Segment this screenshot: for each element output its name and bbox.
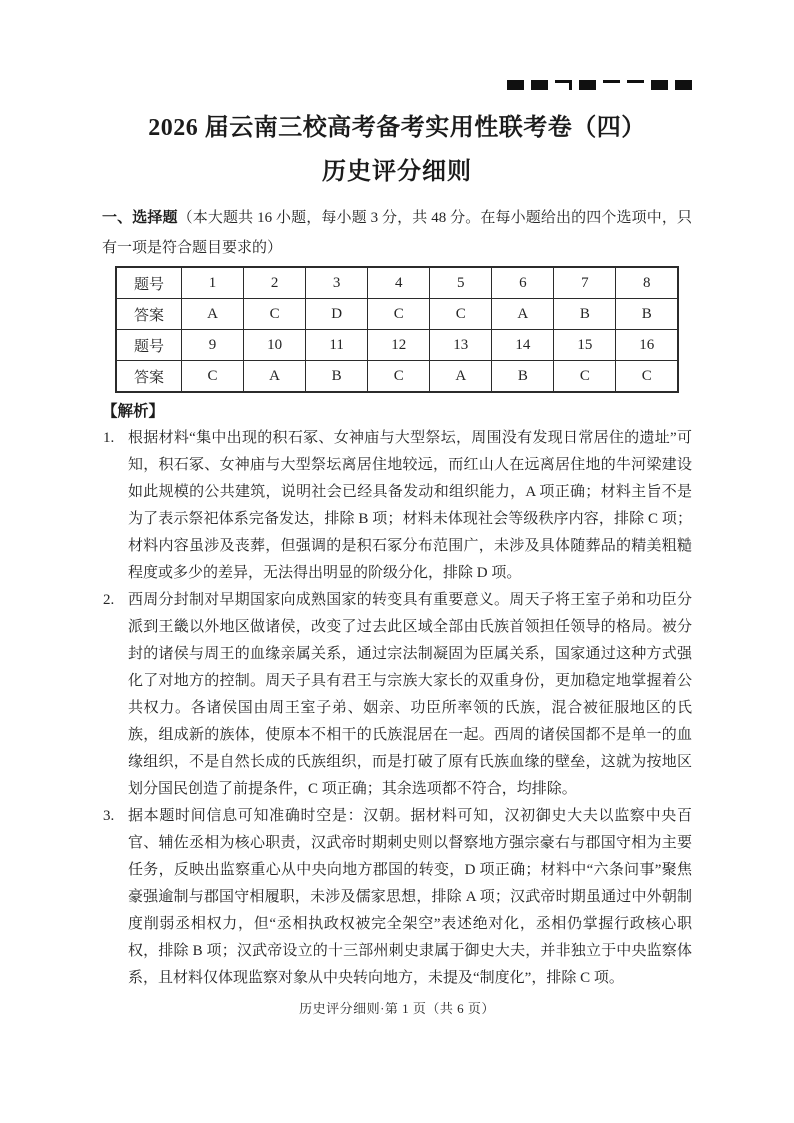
registration-mark-icon: [555, 80, 572, 90]
answer-cell: 15: [554, 330, 616, 361]
analysis-item-2: [102, 587, 692, 803]
answer-cell: 3: [306, 267, 368, 299]
answer-cell: 8: [616, 267, 678, 299]
crop-marks: [507, 80, 692, 90]
answer-cell: C: [182, 361, 244, 393]
answer-cell: A: [430, 361, 492, 393]
page-title: 2026 届云南三校高考备考实用性联考卷（四）: [148, 115, 646, 141]
item-text: 西周分封制对早期国家向成熟国家的转变具有重要意义。周天子将王室子弟和功臣分派到王畿以外地区做诸侯，改变了过去此区域全部由氏族首领担任领导的格局。被分封的诸侯与周王的血缘亲属关系，通过宗法制凝固为臣属关系，国家通过这种方式强化了对地方的控制。周天子具有君王与宗族大家长的双重身份，更加稳定地掌握着公共权力。各诸侯国由周王室子弟、姻亲、功臣所率领的氏族，混合被征服地区的氏族，组成新的族体，使原本不相干的氏族混居在一起。西周的诸侯国都不是单一的血缘组织，不是自然长成的氏族组织，而是打破了原有氏族血缘的壁垒，这就为按地区划分国民创造了前提条件，C 项正确；其余选项都不符合，均排除。: [128, 592, 692, 797]
answer-cell: 12: [368, 330, 430, 361]
item-number: 2.: [103, 592, 115, 608]
answer-cell: C: [244, 299, 306, 330]
item-number: 3.: [103, 808, 115, 824]
row-header-cell: 答案: [116, 299, 182, 330]
registration-mark-icon: [531, 80, 548, 90]
answer-cell: 5: [430, 267, 492, 299]
answer-cell: D: [306, 299, 368, 330]
answer-table: [115, 266, 679, 393]
answer-cell: B: [306, 361, 368, 393]
analysis-item-3: [102, 803, 692, 992]
item-text: 据本题时间信息可知准确时空是：汉朝。据材料可知，汉初御史大夫以监察中央百官、辅佐丞相为核心职责，汉武帝时期刺史则以督察地方强宗豪右与郡国守相为主要任务，反映出监察重心从中央向地方郡国的转变，D 项正确；材料中“六条问事”聚焦豪强逾制与郡国守相履职，未涉及儒家思想，排除 A 项；汉武帝时期虽通过中外朝制度削弱丞相权力，但“丞相执政权被完全架空”表述绝对化，丞相仍掌握行政核心职权，排除 B 项；汉武帝设立的十三部州刺史隶属于御史大夫，并非独立于中央监察体系，且材料仅体现监察对象从中央转向地方，未提及“制度化”，排除 C 项。: [128, 808, 692, 986]
answer-cell: 13: [430, 330, 492, 361]
answer-cell: 11: [306, 330, 368, 361]
page-subtitle: 历史评分细则: [322, 159, 472, 185]
row-header-cell: 题号: [116, 330, 182, 361]
analysis-item-1: [102, 425, 692, 587]
registration-mark-icon: [651, 80, 668, 90]
section-heading-rest: （本大题共 16 小题，每小题 3 分，共 48 分。在每小题给出的四个选项中，只有一项是符合题目要求的）: [102, 210, 692, 256]
answer-cell: 16: [616, 330, 678, 361]
answer-cell: C: [368, 361, 430, 393]
registration-mark-icon: [675, 80, 692, 90]
answer-cell: 14: [492, 330, 554, 361]
registration-mark-icon: [627, 80, 644, 83]
row-header-cell: 答案: [116, 361, 182, 393]
answer-cell: 6: [492, 267, 554, 299]
answer-cell: A: [244, 361, 306, 393]
section-heading: [102, 203, 692, 263]
answer-cell: A: [492, 299, 554, 330]
table-row: [116, 299, 678, 330]
analysis-list: [102, 425, 692, 992]
answer-cell: C: [616, 361, 678, 393]
answer-cell: A: [182, 299, 244, 330]
table-row: [116, 330, 678, 361]
answer-cell: C: [554, 361, 616, 393]
item-text: 根据材料“集中出现的积石冢、女神庙与大型祭坛，周围没有发现日常居住的遗址”可知，积石冢、女神庙与大型祭坛离居住地较远，而红山人在远离居住地的牛河梁建设如此规模的公共建筑，说明社会已经具备发动和组织能力，A 项正确；材料主旨不是为了表示祭祀体系完备发达，排除 B 项；材料未体现社会等级秩序内容，排除 C 项；材料内容虽涉及丧葬，但强调的是积石冢分布范围广，未涉及具体随葬品的精美粗糙程度或多少的差异，无法得出明显的阶级分化，排除 D 项。: [128, 430, 692, 581]
table-row: [116, 267, 678, 299]
answer-cell: B: [492, 361, 554, 393]
analysis-label: 【解析】: [102, 403, 165, 420]
section-heading-bold: 一、选择题: [102, 209, 178, 226]
registration-mark-icon: [579, 80, 596, 90]
answer-cell: 2: [244, 267, 306, 299]
answer-cell: 9: [182, 330, 244, 361]
registration-mark-icon: [507, 80, 524, 90]
page-footer: 历史评分细则·第 1 页（共 6 页）: [299, 1001, 495, 1016]
answer-cell: 4: [368, 267, 430, 299]
item-number: 1.: [103, 430, 115, 446]
answer-cell: 7: [554, 267, 616, 299]
answer-cell: C: [430, 299, 492, 330]
row-header-cell: 题号: [116, 267, 182, 299]
answer-cell: 10: [244, 330, 306, 361]
answer-cell: B: [616, 299, 678, 330]
answer-cell: C: [368, 299, 430, 330]
table-row: [116, 361, 678, 393]
answer-cell: B: [554, 299, 616, 330]
registration-mark-icon: [603, 80, 620, 83]
answer-cell: 1: [182, 267, 244, 299]
